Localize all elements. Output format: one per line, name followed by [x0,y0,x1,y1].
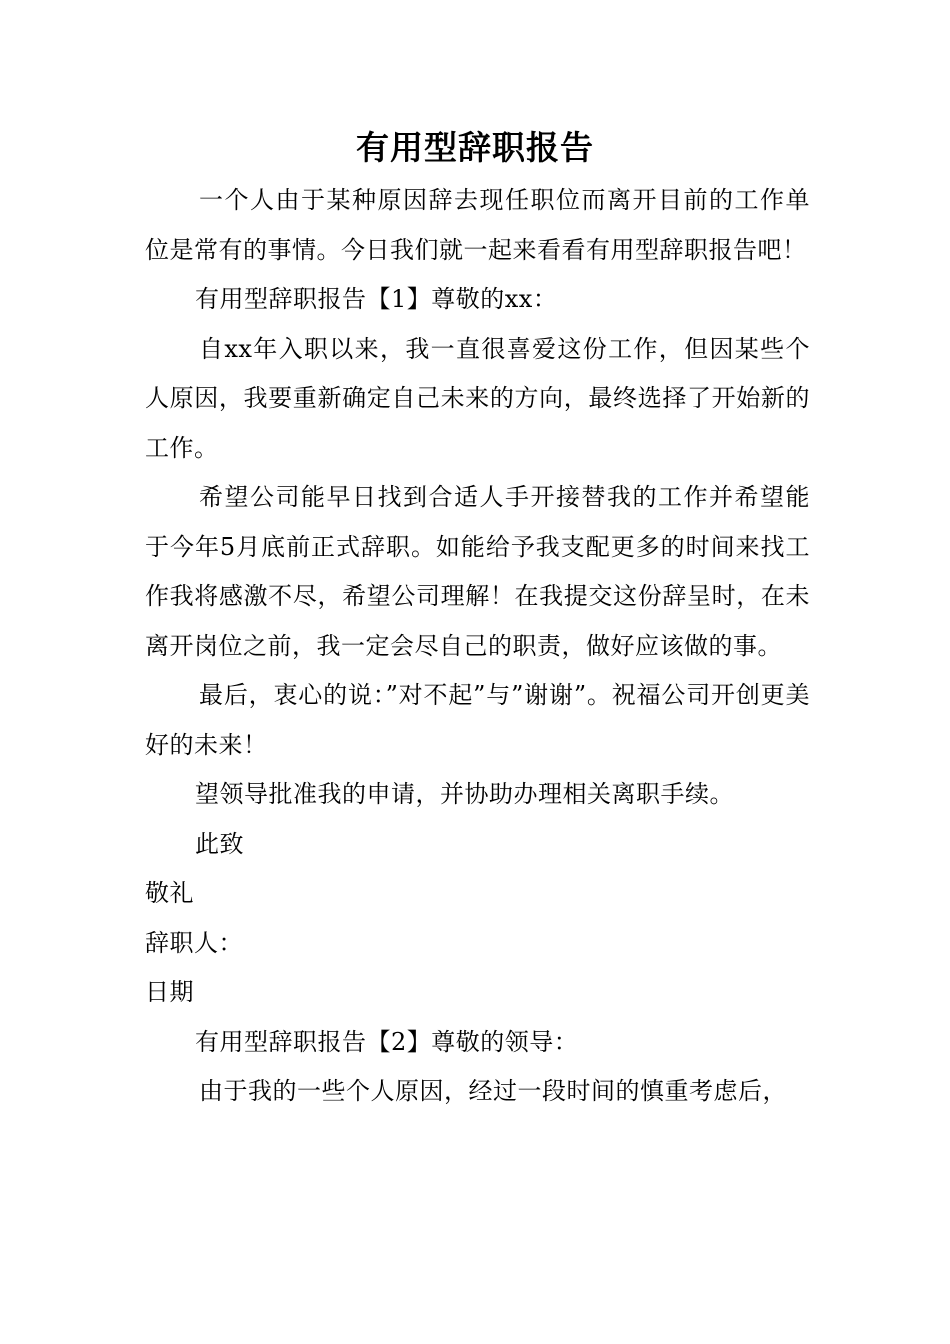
section-2-heading: 有用型辞职报告【2】尊敬的领导： [195,1027,579,1056]
closing-salutation: 此致 [195,829,244,858]
section-1-heading: 有用型辞职报告【1】尊敬的xx： [195,285,558,313]
closing-regards: 敬礼 [145,879,194,907]
document-body [145,176,810,1117]
paragraph: 望领导批准我的申请，并协助办理相关离职手续。 [195,780,734,808]
paragraph: 希望公司能早日找到合适人手开接替我的工作并希望能于今年5月底前正式辞职。如能给予我支配更多的时间来找工作我将感激不尽，希望公司理解！在我提交这份辞呈时，在未离开岗位之前，我一定会尽自己的职责，做好应该做的事。 [145,483,810,660]
date-label: 日期 [145,978,194,1006]
signer-label: 辞职人： [145,928,243,957]
document-title: 有用型辞职报告 [356,128,594,167]
paragraph: 最后，衷心的说：”对不起”与”谢谢”。祝福公司开创更美好的未来！ [145,681,810,759]
paragraph: 自xx年入职以来，我一直很喜爱这份工作，但因某些个人原因，我要重新确定自己未来的方向，最终选择了开始新的工作。 [145,334,810,462]
intro-paragraph: 一个人由于某种原因辞去现任职位而离开目前的工作单位是常有的事情。今日我们就一起来看看有用型辞职报告吧！ [145,186,810,264]
paragraph: 由于我的一些个人原因，经过一段时间的慎重考虑后， [199,1077,787,1105]
